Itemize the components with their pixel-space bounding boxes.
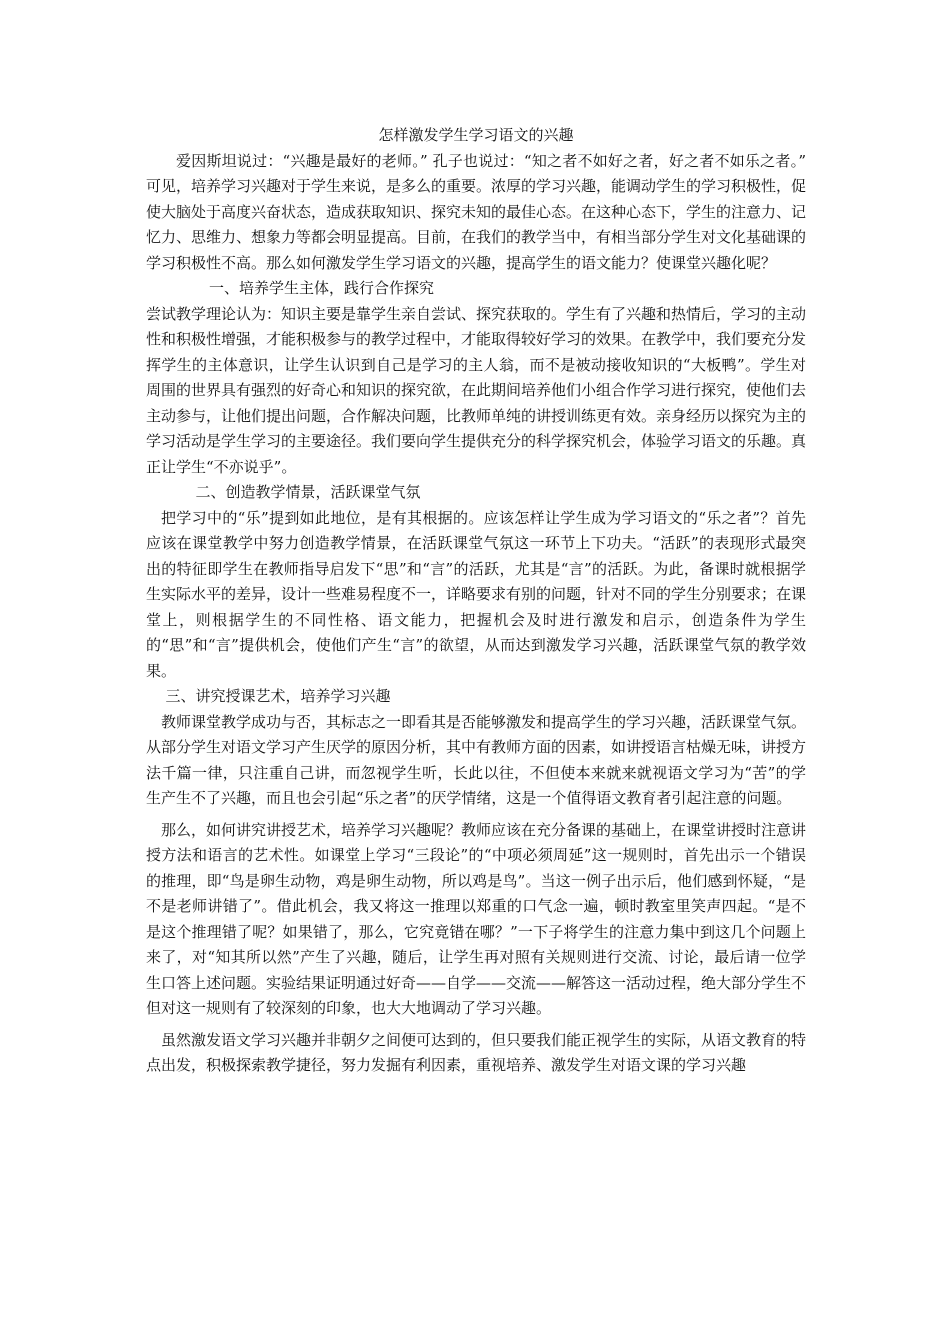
- conclusion-paragraph: 虽然激发语文学习兴趣并非朝夕之间便可达到的，但只要我们能正视学生的实际，从语文教育的特点出发，积极探索教学捷径，努力发掘有利因素，重视培养、激发学生对语文课的学习兴趣: [146, 1030, 807, 1074]
- section1-heading: 一、培养学生主体，践行合作探究: [209, 279, 435, 297]
- section2-paragraph: 把学习中的“乐”提到如此地位，是有其根据的。应该怎样让学生成为学习语文的“乐之者”？首先应该在课堂教学中努力创造教学情景，在活跃课堂气氛这一环节上下功夫。“活跃”的表现形式最突出的特征即学生在教师指导启发下“思”和“言”的活跃，尤其是“言”的活跃。为此，备课时就根据学生实际水平的差异，设计一些难易程度不一，详略要求有别的问题，针对不同的学生分别要求；在课堂上，则根据学生的不同性格、语文能力，把握机会及时进行激发和启示，创造条件为学生的“思”和“言”提供机会，使他们产生“言”的欲望，从而达到激发学习兴趣，活跃课堂气氛的教学效果。: [146, 508, 807, 680]
- document-body: [146, 123, 806, 1079]
- document-title: 怎样激发学生学习语文的兴趣: [378, 126, 574, 144]
- section2-heading: 二、创造教学情景，活跃课堂气氛: [195, 483, 421, 501]
- intro-paragraph: 爱因斯坦说过：“兴趣是最好的老师。” 孔子也说过：“知之者不如好之者，好之者不如乐之者。” 可见，培养学习兴趣对于学生来说，是多么的重要。浓厚的学习兴趣，能调动学生的学习积极性，促使大脑处于高度兴奋状态，造成获取知识、探究未知的最佳心态。在这种心态下，学生的注意力、记忆力、思维力、想象力等都会明显提高。目前，在我们的教学当中，有相当部分学生对文化基础课的学习积极性不高。那么如何激发学生学习语文的兴趣，提高学生的语文能力？使课堂兴趣化呢？: [146, 151, 807, 272]
- section3-paragraph-2: 那么，如何讲究讲授艺术，培养学习兴趣呢？教师应该在充分备课的基础上，在课堂讲授时注意讲授方法和语言的艺术性。如课堂上学习“三段论”的“中项必须周延”这一规则时，首先出示一个错误的推理，即“鸟是卵生动物，鸡是卵生动物，所以鸡是鸟”。当这一例子出示后，他们感到怀疑，“是不是老师讲错了”。借此机会，我又将这一推理以郑重的口气念一遍，顿时教室里笑声四起。“是不是这个推理错了呢？如果错了，那么，它究竟错在哪？”一下子将学生的注意力集中到这几个问题上来了，对“知其所以然”产生了兴趣，随后，让学生再对照有关规则进行交流、讨论，最后请一位学生口答上述问题。实验结果证明通过好奇——自学——交流——解答这一活动过程，绝大部分学生不但对这一规则有了较深刻的印象，也大大地调动了学习兴趣。: [146, 820, 807, 1017]
- section3-heading: 三、讲究授课艺术，培养学习兴趣: [165, 687, 391, 705]
- section1-paragraph: 尝试教学理论认为：知识主要是靠学生亲自尝试、探究获取的。学生有了兴趣和热情后，学习的主动性和积极性增强，才能积极参与的教学过程中，才能取得较好学习的效果。在教学中，我们要充分发挥学生的主体意识，让学生认识到自己是学习的主人翁，而不是被动接收知识的“大板鸭”。学生对周围的世界具有强烈的好奇心和知识的探究欲，在此期间培养他们小组合作学习进行探究，使他们去主动参与，让他们提出问题，合作解决问题，比教师单纯的讲授训练更有效。亲身经历以探究为主的学习活动是学生学习的主要途径。我们要向学生提供充分的科学探究机会，体验学习语文的乐趣。真正让学生“不亦说乎”。: [146, 304, 807, 476]
- section3-paragraph-1: 教师课堂教学成功与否，其标志之一即看其是否能够激发和提高学生的学习兴趣，活跃课堂气氛。从部分学生对语文学习产生厌学的原因分析，其中有教师方面的因素，如讲授语言枯燥无味，讲授方法千篇一律，只注重自己讲，而忽视学生听，长此以往，不但使本来就来就视语文学习为“苦”的学生产生不了兴趣，而且也会引起“乐之者”的厌学情绪，这是一个值得语文教育者引起注意的问题。: [146, 712, 807, 807]
